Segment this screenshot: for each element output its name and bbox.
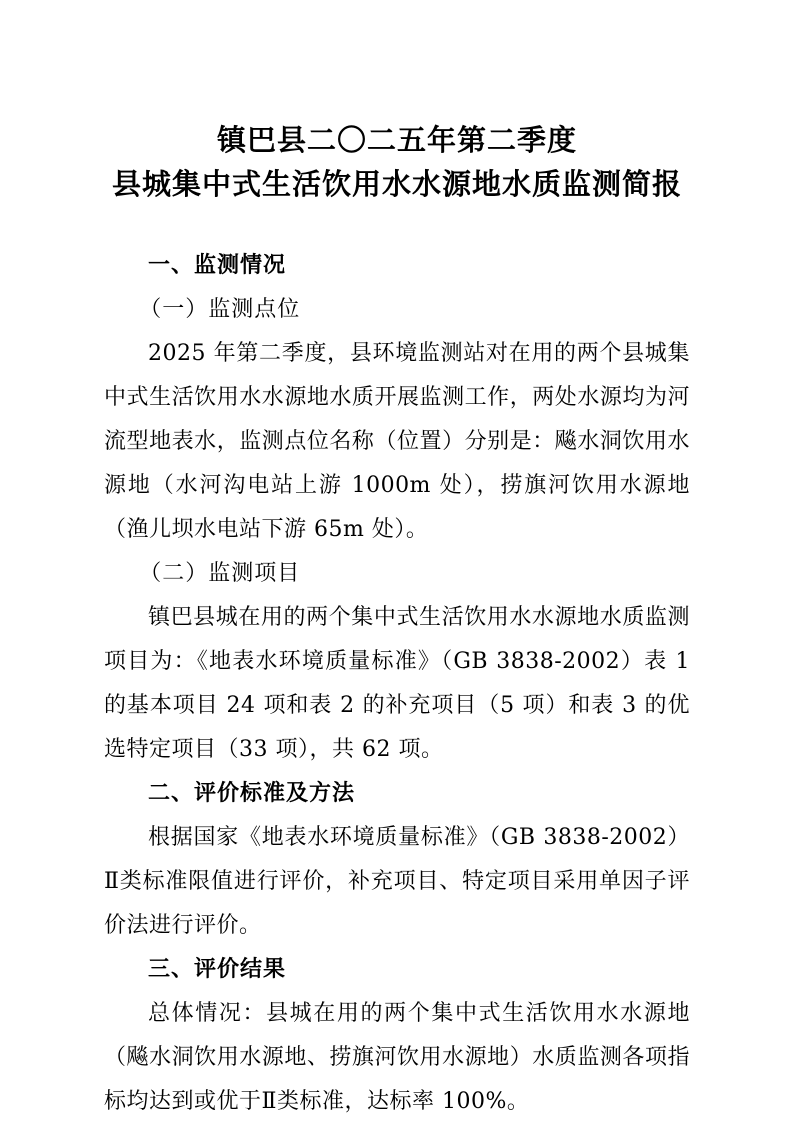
section-heading-evaluation-standard: 二、评价标准及方法 xyxy=(148,781,356,806)
document-body xyxy=(104,244,690,1122)
subsection-label-monitoring-items: （二）监测项目 xyxy=(139,561,301,586)
subsection-label-monitoring-points: （一）监测点位 xyxy=(139,297,301,322)
paragraph-evaluation-standard: 根据国家《地表水环境质量标准》（GB 3838-2002）Ⅱ类标准限值进行评价，补充项目、特定项目采用单因子评价法进行评价。 xyxy=(104,825,690,938)
section-heading-monitoring-overview: 一、监测情况 xyxy=(148,253,287,278)
document-title-line-1: 镇巴县二〇二五年第二季度 xyxy=(216,123,577,157)
paragraph-evaluation-results: 总体情况：县城在用的两个集中式生活饮用水水源地（飚水洞饮用水源地、捞旗河饮用水源地）水质监测各项指标均达到或优于Ⅱ类标准，达标率 100%。 xyxy=(104,1001,690,1114)
document-title-line-2: 县城集中式生活饮用水水源地水质监测简报 xyxy=(111,167,682,201)
document-title xyxy=(104,118,690,206)
section-heading-evaluation-results: 三、评价结果 xyxy=(148,957,287,982)
paragraph-monitoring-points: 2025 年第二季度，县环境监测站对在用的两个县城集中式生活饮用水水源地水质开展监测工作，两处水源均为河流型地表水，监测点位名称（位置）分别是：飚水洞饮用水源地（水河沟电站上游 1000m 处），捞旗河饮用水源地（渔儿坝水电站下游 65m 处）。 xyxy=(104,341,690,542)
paragraph-monitoring-items: 镇巴县城在用的两个集中式生活饮用水水源地水质监测项目为：《地表水环境质量标准》（GB 3838-2002）表 1 的基本项目 24 项和表 2 的补充项目（5 项）和表 3 的优选特定项目（33 项），共 62 项。 xyxy=(104,605,690,762)
